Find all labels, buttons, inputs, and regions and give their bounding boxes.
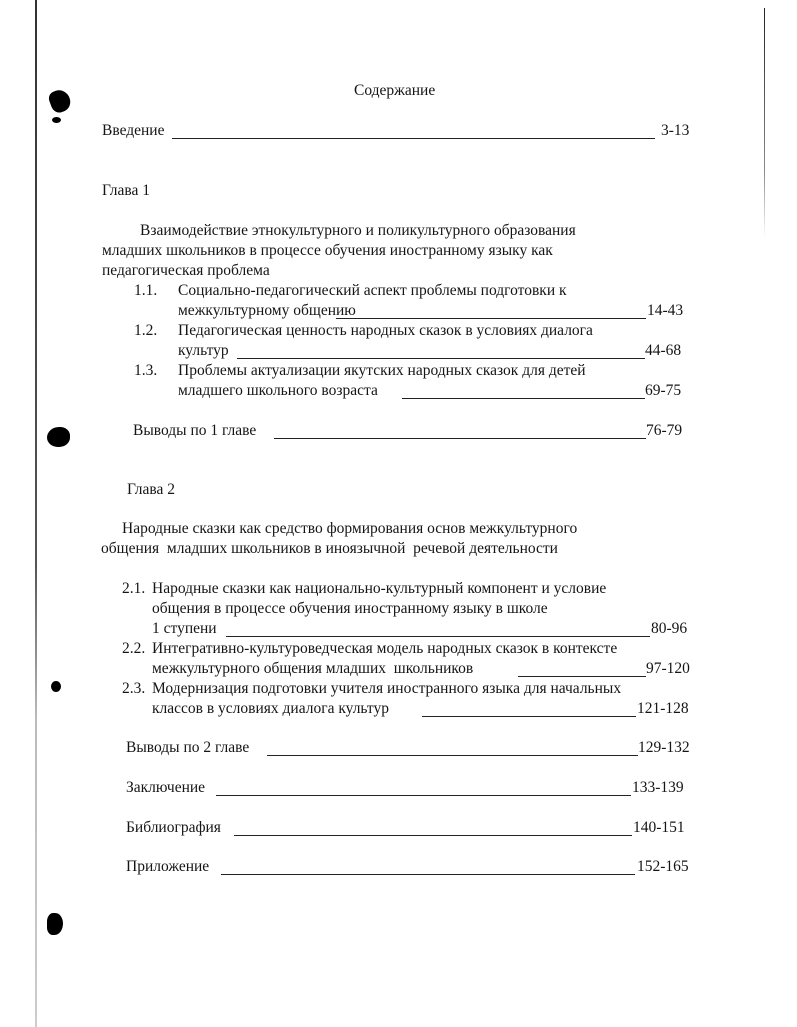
section-number: 2.2. [122,640,146,657]
section-pages: 121-128 [637,700,689,717]
section-pages: 14-43 [647,302,684,319]
leader-line [172,138,655,139]
toc-entry-conclusion-title: Заключение [126,779,206,796]
chapter-1-title-line: педагогическая проблема [102,262,270,279]
section-title-line: Модернизация подготовки учителя иностранного языка для начальных [152,680,622,697]
hole-punch-mark [47,913,63,935]
toc-entry-conclusions-2-title: Выводы по 2 главе [126,739,250,756]
section-number: 1.1. [134,282,158,299]
page-title: Содержание [354,82,436,99]
leader-line [402,398,645,399]
section-number: 1.2. [134,322,158,339]
section-title-line: Народные сказки как национально-культурный компонент и условие [152,580,607,597]
toc-entry-intro-pages: 3-13 [661,122,690,139]
leader-line [234,835,632,836]
section-title-line: Интегративно-культуроведческая модель народных сказок в контексте [152,640,618,657]
leader-line [274,438,646,439]
hole-punch-mark [51,681,61,692]
section-title-line: Педагогическая ценность народных сказок в условиях диалога [178,322,593,339]
leader-line [237,358,645,359]
leader-line [518,676,646,677]
section-title-line: Проблемы актуализации якутских народных сказок для детей [178,362,586,379]
leader-line [226,636,650,637]
section-title-line: младшего школьного возраста [178,382,378,399]
section-pages: 80-96 [651,620,688,637]
toc-entry-bibliography-pages: 140-151 [633,819,685,836]
section-pages: 69-75 [645,382,682,399]
chapter-1-title-line: младших школьников в процессе обучения иностранному языку как [102,242,553,259]
section-title-line: межкультурного общения младших школьников [152,660,474,677]
section-pages: 97-120 [646,660,690,677]
leader-line [422,716,636,717]
section-title-line: Социально-педагогический аспект проблемы подготовки к [178,282,567,299]
scan-page-edge-left [35,0,37,1027]
toc-entry-appendix-pages: 152-165 [637,858,689,875]
toc-entry-appendix-title: Приложение [126,858,210,875]
leader-line [221,874,635,875]
toc-entry-intro-title: Введение [102,122,165,139]
chapter-1-heading: Глава 1 [102,182,151,199]
section-number: 2.1. [122,580,146,597]
chapter-2-heading: Глава 2 [127,481,176,498]
section-number: 2.3. [122,680,146,697]
toc-entry-conclusions-1-pages: 76-79 [646,422,683,439]
section-pages: 44-68 [645,342,682,359]
section-title-line: культур [178,342,229,359]
toc-entry-conclusions-2-pages: 129-132 [638,739,690,756]
section-title-line: 1 ступени [152,620,217,637]
section-title-line: межкультурному общению [178,302,356,319]
leader-line [216,795,631,796]
section-title-line: классов в условиях диалога культур [152,700,389,717]
toc-entry-bibliography-title: Библиография [126,819,221,836]
leader-line [267,755,638,756]
hole-punch-mark [47,427,70,447]
toc-entry-conclusions-1-title: Выводы по 1 главе [133,422,257,439]
toc-entry-conclusion-pages: 133-139 [632,779,684,796]
scan-page-edge-right [764,8,765,238]
hole-punch-mark [52,117,61,123]
section-title-line: общения в процессе обучения иностранному языку в школе [152,600,548,617]
section-number: 1.3. [134,362,158,379]
leader-line [336,318,646,319]
chapter-2-title-line: общения младших школьников в иноязычной речевой деятельности [101,540,558,557]
hole-punch-mark [47,87,73,115]
chapter-1-title-line: Взаимодействие этнокультурного и поликультурного образования [140,222,576,239]
chapter-2-title-line: Народные сказки как средство формирования основ межкультурного [122,520,578,537]
